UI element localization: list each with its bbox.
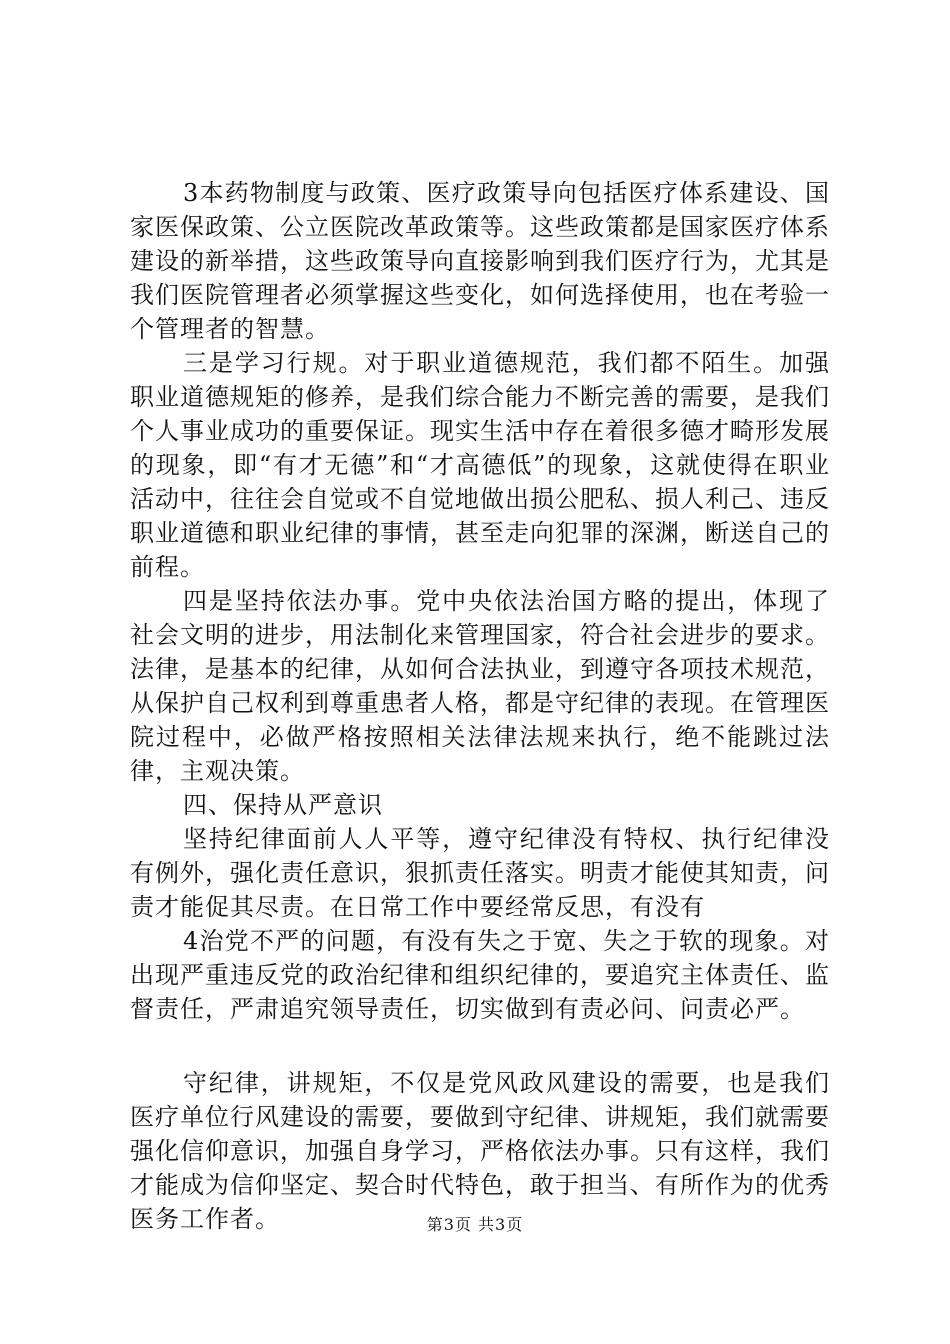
paragraph-professional-ethics: 三是学习行规。对于职业道德规范，我们都不陌生。加强职业道德规矩的修养，是我们综合能力不断完善的需要，是我们个人事业成功的重要保证。现实生活中存在着很多德才畸形发展的现象，即“有才无德”和“才高德低”的现象，这就使得在职业活动中，往往会自觉或不自觉地做出损公肥私、损人利己、违反职业道德和职业纪律的事情，甚至走向犯罪的深渊，断送自己的前程。 [130, 349, 830, 581]
section-heading-strictness: 四、保持从严意识 [183, 791, 383, 819]
paragraph-spacer [130, 1026, 830, 1066]
paragraph-accountability: 4治党不严的问题，有没有失之于宽、失之于软的现象。对出现严重违反党的政治纪律和组织纪律的，要追究主体责任、监督责任，严肃追究领导责任，切实做到有责必问、问责必严。 [130, 927, 830, 1023]
paragraph-conclusion: 守纪律，讲规矩，不仅是党风政风建设的需要，也是我们医疗单位行风建设的需要，要做到守纪律、讲规矩，我们就需要强化信仰意识，加强自身学习，严格依法办事。只有这样，我们才能成为信仰坚定、契合时代特色，敢于担当、有所作为的优秀医务工作者。 [130, 1069, 830, 1233]
paragraph-discipline-equality: 坚持纪律面前人人平等，遵守纪律没有特权、执行纪律没有例外，强化责任意识，狠抓责任落实。明责才能使其知责，问责才能促其尽责。在日常工作中要经常反思，有没有 [130, 825, 830, 921]
page-footer: 第3页 共3页 [426, 1215, 524, 1234]
paragraph-rule-of-law: 四是坚持依法办事。党中央依法治国方略的提出，体现了社会文明的进步，用法制化来管理国家，符合社会进步的要求。法律，是基本的纪律，从如何合法执业，到遵守各项技术规范，从保护自己权利到尊重患者人格，都是守纪律的表现。在管理医院过程中，必做严格按照相关法律法规来执行，绝不能跳过法律，主观决策。 [130, 587, 830, 785]
paragraph-policy: 3本药物制度与政策、医疗政策导向包括医疗体系建设、国家医保政策、公立医院改革政策等。这些政策都是国家医疗体系建设的新举措，这些政策导向直接影响到我们医疗行为，尤其是我们医院管理者必须掌握这些变化，如何选择使用，也在考验一个管理者的智慧。 [130, 179, 830, 343]
document-body [130, 176, 830, 1236]
